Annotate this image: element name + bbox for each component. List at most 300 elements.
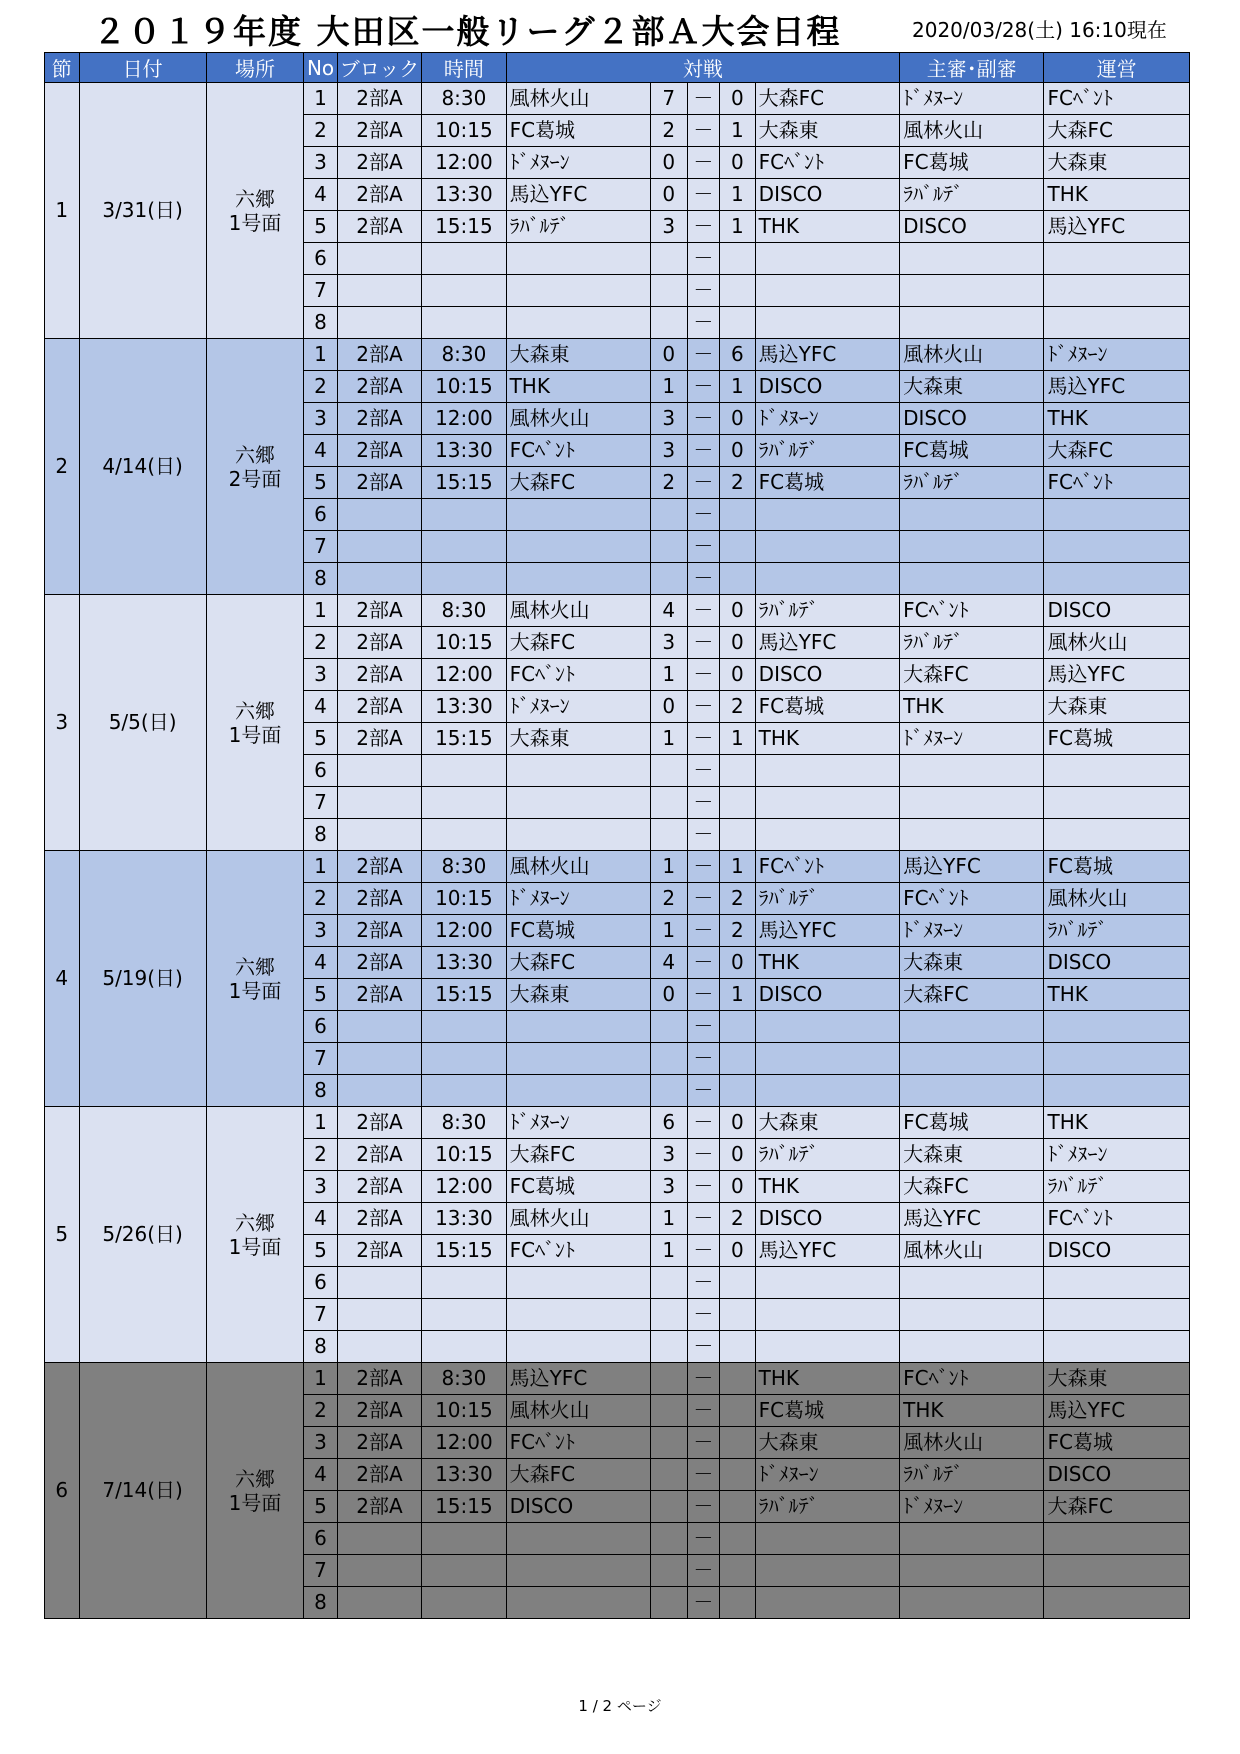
score-separator: －: [687, 1235, 720, 1267]
management: THK: [1044, 1107, 1190, 1139]
match-block: 2部A: [337, 1363, 421, 1395]
match-block: [337, 1331, 421, 1363]
match-time: [422, 1331, 506, 1363]
match-block: 2部A: [337, 883, 421, 915]
management: 馬込YFC: [1044, 371, 1190, 403]
match-time: [422, 1523, 506, 1555]
management: DISCO: [1044, 1235, 1190, 1267]
score-separator: －: [687, 627, 720, 659]
away-team: [755, 1043, 899, 1075]
referee: [900, 1267, 1044, 1299]
score-separator: －: [687, 531, 720, 563]
away-score: [720, 1331, 756, 1363]
away-team: FC葛城: [755, 691, 899, 723]
match-time: 10:15: [422, 371, 506, 403]
away-score: 1: [720, 371, 756, 403]
home-score: 6: [650, 1107, 687, 1139]
home-team: [506, 787, 650, 819]
header-block: ブロック: [337, 53, 421, 83]
home-team: ﾗﾊﾞﾙﾃﾞ: [506, 211, 650, 243]
match-block: 2部A: [337, 915, 421, 947]
home-score: [650, 499, 687, 531]
match-no: 2: [304, 883, 338, 915]
match-no: 8: [304, 1331, 338, 1363]
home-score: [650, 1331, 687, 1363]
match-block: 2部A: [337, 1107, 421, 1139]
match-time: [422, 1587, 506, 1619]
home-team: 大森東: [506, 723, 650, 755]
home-team: FC葛城: [506, 115, 650, 147]
away-team: DISCO: [755, 979, 899, 1011]
match-time: 10:15: [422, 883, 506, 915]
match-time: 13:30: [422, 1203, 506, 1235]
match-time: [422, 755, 506, 787]
match-time: 13:30: [422, 947, 506, 979]
management: [1044, 275, 1190, 307]
home-team: [506, 1267, 650, 1299]
match-no: 6: [304, 1267, 338, 1299]
match-no: 3: [304, 147, 338, 179]
match-no: 1: [304, 595, 338, 627]
home-team: [506, 1043, 650, 1075]
home-score: [650, 1011, 687, 1043]
score-separator: －: [687, 1011, 720, 1043]
home-score: 3: [650, 627, 687, 659]
referee: ﾄﾞﾒﾇｰﾝ: [900, 915, 1044, 947]
away-team: [755, 819, 899, 851]
away-score: [720, 1395, 756, 1427]
header-venue: 場所: [206, 53, 304, 83]
match-time: [422, 1555, 506, 1587]
match-no: 3: [304, 1171, 338, 1203]
away-team: THK: [755, 1363, 899, 1395]
score-separator: －: [687, 307, 720, 339]
match-block: 2部A: [337, 211, 421, 243]
match-block: 2部A: [337, 627, 421, 659]
home-score: 2: [650, 883, 687, 915]
away-score: [720, 1011, 756, 1043]
referee: ﾄﾞﾒﾇｰﾝ: [900, 723, 1044, 755]
match-block: 2部A: [337, 179, 421, 211]
match-block: 2部A: [337, 1491, 421, 1523]
round-number: 6: [45, 1363, 80, 1619]
home-score: 3: [650, 1139, 687, 1171]
away-score: 1: [720, 851, 756, 883]
away-team: [755, 1267, 899, 1299]
management: [1044, 1523, 1190, 1555]
referee: [900, 1075, 1044, 1107]
home-team: [506, 1523, 650, 1555]
score-separator: －: [687, 755, 720, 787]
round-number: 2: [45, 339, 80, 595]
score-separator: －: [687, 371, 720, 403]
match-no: 4: [304, 435, 338, 467]
management: 大森東: [1044, 691, 1190, 723]
round-date: 3/31(日): [79, 83, 206, 339]
score-separator: －: [687, 211, 720, 243]
score-separator: －: [687, 1107, 720, 1139]
away-score: [720, 275, 756, 307]
away-team: THK: [755, 947, 899, 979]
round-date: 5/26(日): [79, 1107, 206, 1363]
away-score: 1: [720, 211, 756, 243]
score-separator: －: [687, 1171, 720, 1203]
match-time: 8:30: [422, 1363, 506, 1395]
match-block: 2部A: [337, 659, 421, 691]
referee: [900, 1523, 1044, 1555]
match-no: 6: [304, 755, 338, 787]
management: [1044, 243, 1190, 275]
round-date: 4/14(日): [79, 339, 206, 595]
away-team: DISCO: [755, 659, 899, 691]
match-time: 12:00: [422, 915, 506, 947]
score-separator: －: [687, 595, 720, 627]
match-no: 2: [304, 115, 338, 147]
match-block: 2部A: [337, 1427, 421, 1459]
match-no: 8: [304, 307, 338, 339]
away-score: [720, 1299, 756, 1331]
management: 大森FC: [1044, 435, 1190, 467]
match-time: 15:15: [422, 979, 506, 1011]
match-time: 8:30: [422, 595, 506, 627]
home-team: 大森FC: [506, 627, 650, 659]
home-team: 風林火山: [506, 595, 650, 627]
referee: 大森東: [900, 371, 1044, 403]
home-team: [506, 1299, 650, 1331]
home-team: FCﾍﾞﾝﾄ: [506, 659, 650, 691]
management: [1044, 1331, 1190, 1363]
away-team: [755, 275, 899, 307]
referee: FCﾍﾞﾝﾄ: [900, 1363, 1044, 1395]
away-score: 2: [720, 1203, 756, 1235]
match-no: 8: [304, 1587, 338, 1619]
management: 風林火山: [1044, 627, 1190, 659]
referee: [900, 243, 1044, 275]
round-venue: 六郷 1号面: [206, 1363, 304, 1619]
away-team: DISCO: [755, 371, 899, 403]
referee: 馬込YFC: [900, 1203, 1044, 1235]
away-score: 0: [720, 147, 756, 179]
match-time: 8:30: [422, 83, 506, 115]
management: [1044, 1267, 1190, 1299]
home-team: 大森FC: [506, 467, 650, 499]
management: 大森FC: [1044, 1491, 1190, 1523]
away-score: 0: [720, 1139, 756, 1171]
match-time: 8:30: [422, 851, 506, 883]
score-separator: －: [687, 147, 720, 179]
away-score: [720, 1459, 756, 1491]
match-time: 8:30: [422, 1107, 506, 1139]
match-time: 15:15: [422, 723, 506, 755]
management: [1044, 1587, 1190, 1619]
match-no: 5: [304, 979, 338, 1011]
round-venue: 六郷 1号面: [206, 595, 304, 851]
home-score: [650, 563, 687, 595]
away-team: [755, 1555, 899, 1587]
header-setsu: 節: [45, 53, 80, 83]
away-score: [720, 1491, 756, 1523]
home-score: 0: [650, 339, 687, 371]
round-number: 3: [45, 595, 80, 851]
match-time: 10:15: [422, 1395, 506, 1427]
away-team: 馬込YFC: [755, 339, 899, 371]
home-team: [506, 819, 650, 851]
away-score: 2: [720, 883, 756, 915]
match-block: [337, 787, 421, 819]
away-score: 0: [720, 659, 756, 691]
home-score: 1: [650, 659, 687, 691]
referee: DISCO: [900, 211, 1044, 243]
management: [1044, 307, 1190, 339]
home-score: [650, 755, 687, 787]
match-no: 3: [304, 915, 338, 947]
away-score: [720, 819, 756, 851]
match-time: 12:00: [422, 1427, 506, 1459]
away-team: [755, 787, 899, 819]
score-separator: －: [687, 243, 720, 275]
home-score: 1: [650, 1235, 687, 1267]
referee: THK: [900, 1395, 1044, 1427]
referee: [900, 1299, 1044, 1331]
away-score: [720, 1587, 756, 1619]
score-separator: －: [687, 403, 720, 435]
score-separator: －: [687, 1459, 720, 1491]
management: FCﾍﾞﾝﾄ: [1044, 1203, 1190, 1235]
away-team: FCﾍﾞﾝﾄ: [755, 147, 899, 179]
referee: THK: [900, 691, 1044, 723]
table-row: [45, 851, 1190, 883]
home-team: [506, 307, 650, 339]
schedule-table: [44, 52, 1190, 1619]
home-score: 0: [650, 179, 687, 211]
away-team: [755, 307, 899, 339]
referee: 馬込YFC: [900, 851, 1044, 883]
match-time: [422, 787, 506, 819]
home-score: 2: [650, 115, 687, 147]
management: [1044, 531, 1190, 563]
score-separator: －: [687, 499, 720, 531]
schedule-body: [45, 83, 1190, 1619]
home-team: 風林火山: [506, 1203, 650, 1235]
management: [1044, 563, 1190, 595]
home-team: [506, 275, 650, 307]
match-block: [337, 1587, 421, 1619]
referee: [900, 307, 1044, 339]
match-time: [422, 1267, 506, 1299]
score-separator: －: [687, 883, 720, 915]
away-score: 2: [720, 915, 756, 947]
score-separator: －: [687, 83, 720, 115]
referee: 大森FC: [900, 659, 1044, 691]
home-score: [650, 1555, 687, 1587]
home-score: [650, 819, 687, 851]
management: ﾗﾊﾞﾙﾃﾞ: [1044, 915, 1190, 947]
away-score: [720, 307, 756, 339]
away-score: [720, 1523, 756, 1555]
away-team: 大森FC: [755, 83, 899, 115]
match-no: 8: [304, 819, 338, 851]
referee: 大森FC: [900, 979, 1044, 1011]
home-team: 馬込YFC: [506, 179, 650, 211]
away-team: [755, 1075, 899, 1107]
match-block: [337, 755, 421, 787]
away-team: 馬込YFC: [755, 1235, 899, 1267]
home-team: 風林火山: [506, 83, 650, 115]
home-score: [650, 1395, 687, 1427]
round-venue: 六郷 1号面: [206, 1107, 304, 1363]
home-team: 大森FC: [506, 1459, 650, 1491]
table-row: [45, 83, 1190, 115]
timestamp: 2020/03/28(土) 16:10現在: [912, 18, 1167, 42]
away-score: [720, 755, 756, 787]
referee: 大森東: [900, 947, 1044, 979]
away-score: 0: [720, 1235, 756, 1267]
away-score: 0: [720, 403, 756, 435]
score-separator: －: [687, 1139, 720, 1171]
match-no: 7: [304, 1043, 338, 1075]
match-no: 5: [304, 1235, 338, 1267]
match-no: 1: [304, 1107, 338, 1139]
home-team: [506, 1075, 650, 1107]
away-team: [755, 1523, 899, 1555]
away-score: 0: [720, 1171, 756, 1203]
score-separator: －: [687, 1587, 720, 1619]
match-no: 7: [304, 1555, 338, 1587]
home-team: FCﾍﾞﾝﾄ: [506, 1235, 650, 1267]
referee: ﾗﾊﾞﾙﾃﾞ: [900, 627, 1044, 659]
home-team: 大森FC: [506, 1139, 650, 1171]
table-row: [45, 1363, 1190, 1395]
home-score: 3: [650, 435, 687, 467]
referee: FCﾍﾞﾝﾄ: [900, 883, 1044, 915]
page-title: ２０１９年度 大田区一般リーグ２部Ａ大会日程: [93, 12, 842, 51]
match-no: 2: [304, 627, 338, 659]
match-no: 2: [304, 1395, 338, 1427]
home-team: 馬込YFC: [506, 1363, 650, 1395]
round-number: 1: [45, 83, 80, 339]
match-time: 15:15: [422, 1235, 506, 1267]
home-team: 風林火山: [506, 403, 650, 435]
match-no: 4: [304, 691, 338, 723]
header-referee: 主審･副審: [900, 53, 1044, 83]
home-score: 4: [650, 947, 687, 979]
round-date: 5/5(日): [79, 595, 206, 851]
away-score: [720, 499, 756, 531]
score-separator: －: [687, 275, 720, 307]
away-team: [755, 755, 899, 787]
match-time: [422, 563, 506, 595]
home-score: 1: [650, 1203, 687, 1235]
round-venue: 六郷 2号面: [206, 339, 304, 595]
away-score: 2: [720, 467, 756, 499]
home-score: 0: [650, 979, 687, 1011]
management: DISCO: [1044, 1459, 1190, 1491]
management: ﾄﾞﾒﾇｰﾝ: [1044, 1139, 1190, 1171]
referee: ﾗﾊﾞﾙﾃﾞ: [900, 179, 1044, 211]
away-score: [720, 787, 756, 819]
home-team: ﾄﾞﾒﾇｰﾝ: [506, 1107, 650, 1139]
match-block: [337, 243, 421, 275]
score-separator: －: [687, 947, 720, 979]
match-time: [422, 1075, 506, 1107]
management: THK: [1044, 979, 1190, 1011]
management: DISCO: [1044, 595, 1190, 627]
score-separator: －: [687, 1491, 720, 1523]
match-time: 13:30: [422, 179, 506, 211]
match-no: 5: [304, 723, 338, 755]
score-separator: －: [687, 179, 720, 211]
match-time: [422, 1011, 506, 1043]
match-no: 4: [304, 947, 338, 979]
score-separator: －: [687, 1299, 720, 1331]
referee: 風林火山: [900, 1427, 1044, 1459]
referee: [900, 755, 1044, 787]
referee: [900, 499, 1044, 531]
match-block: 2部A: [337, 339, 421, 371]
match-block: 2部A: [337, 723, 421, 755]
header-management: 運営: [1044, 53, 1190, 83]
match-block: 2部A: [337, 1459, 421, 1491]
match-block: 2部A: [337, 947, 421, 979]
home-score: [650, 1491, 687, 1523]
match-time: [422, 1299, 506, 1331]
match-time: 13:30: [422, 1459, 506, 1491]
referee: [900, 1587, 1044, 1619]
away-score: 0: [720, 627, 756, 659]
away-team: 大森東: [755, 1107, 899, 1139]
score-separator: －: [687, 115, 720, 147]
home-score: 1: [650, 723, 687, 755]
away-team: ﾗﾊﾞﾙﾃﾞ: [755, 1139, 899, 1171]
home-score: 3: [650, 211, 687, 243]
match-block: 2部A: [337, 403, 421, 435]
away-team: FCﾍﾞﾝﾄ: [755, 851, 899, 883]
header-row: [45, 53, 1190, 83]
away-team: ﾗﾊﾞﾙﾃﾞ: [755, 595, 899, 627]
away-team: 大森東: [755, 115, 899, 147]
home-score: [650, 1587, 687, 1619]
score-separator: －: [687, 1203, 720, 1235]
management: [1044, 1043, 1190, 1075]
match-block: 2部A: [337, 371, 421, 403]
home-team: [506, 499, 650, 531]
match-time: 8:30: [422, 339, 506, 371]
management: [1044, 819, 1190, 851]
referee: ﾗﾊﾞﾙﾃﾞ: [900, 1459, 1044, 1491]
management: [1044, 787, 1190, 819]
match-time: 13:30: [422, 691, 506, 723]
score-separator: －: [687, 1395, 720, 1427]
match-block: [337, 1523, 421, 1555]
management: 馬込YFC: [1044, 659, 1190, 691]
home-score: 1: [650, 851, 687, 883]
away-team: [755, 1587, 899, 1619]
match-time: 10:15: [422, 115, 506, 147]
referee: [900, 819, 1044, 851]
match-no: 6: [304, 243, 338, 275]
away-score: 0: [720, 1107, 756, 1139]
round-number: 5: [45, 1107, 80, 1363]
referee: ﾄﾞﾒﾇｰﾝ: [900, 1491, 1044, 1523]
home-team: FC葛城: [506, 915, 650, 947]
match-block: [337, 1299, 421, 1331]
match-time: 12:00: [422, 147, 506, 179]
table-row: [45, 595, 1190, 627]
away-team: 大森東: [755, 1427, 899, 1459]
match-block: 2部A: [337, 467, 421, 499]
home-score: [650, 1459, 687, 1491]
match-no: 6: [304, 499, 338, 531]
